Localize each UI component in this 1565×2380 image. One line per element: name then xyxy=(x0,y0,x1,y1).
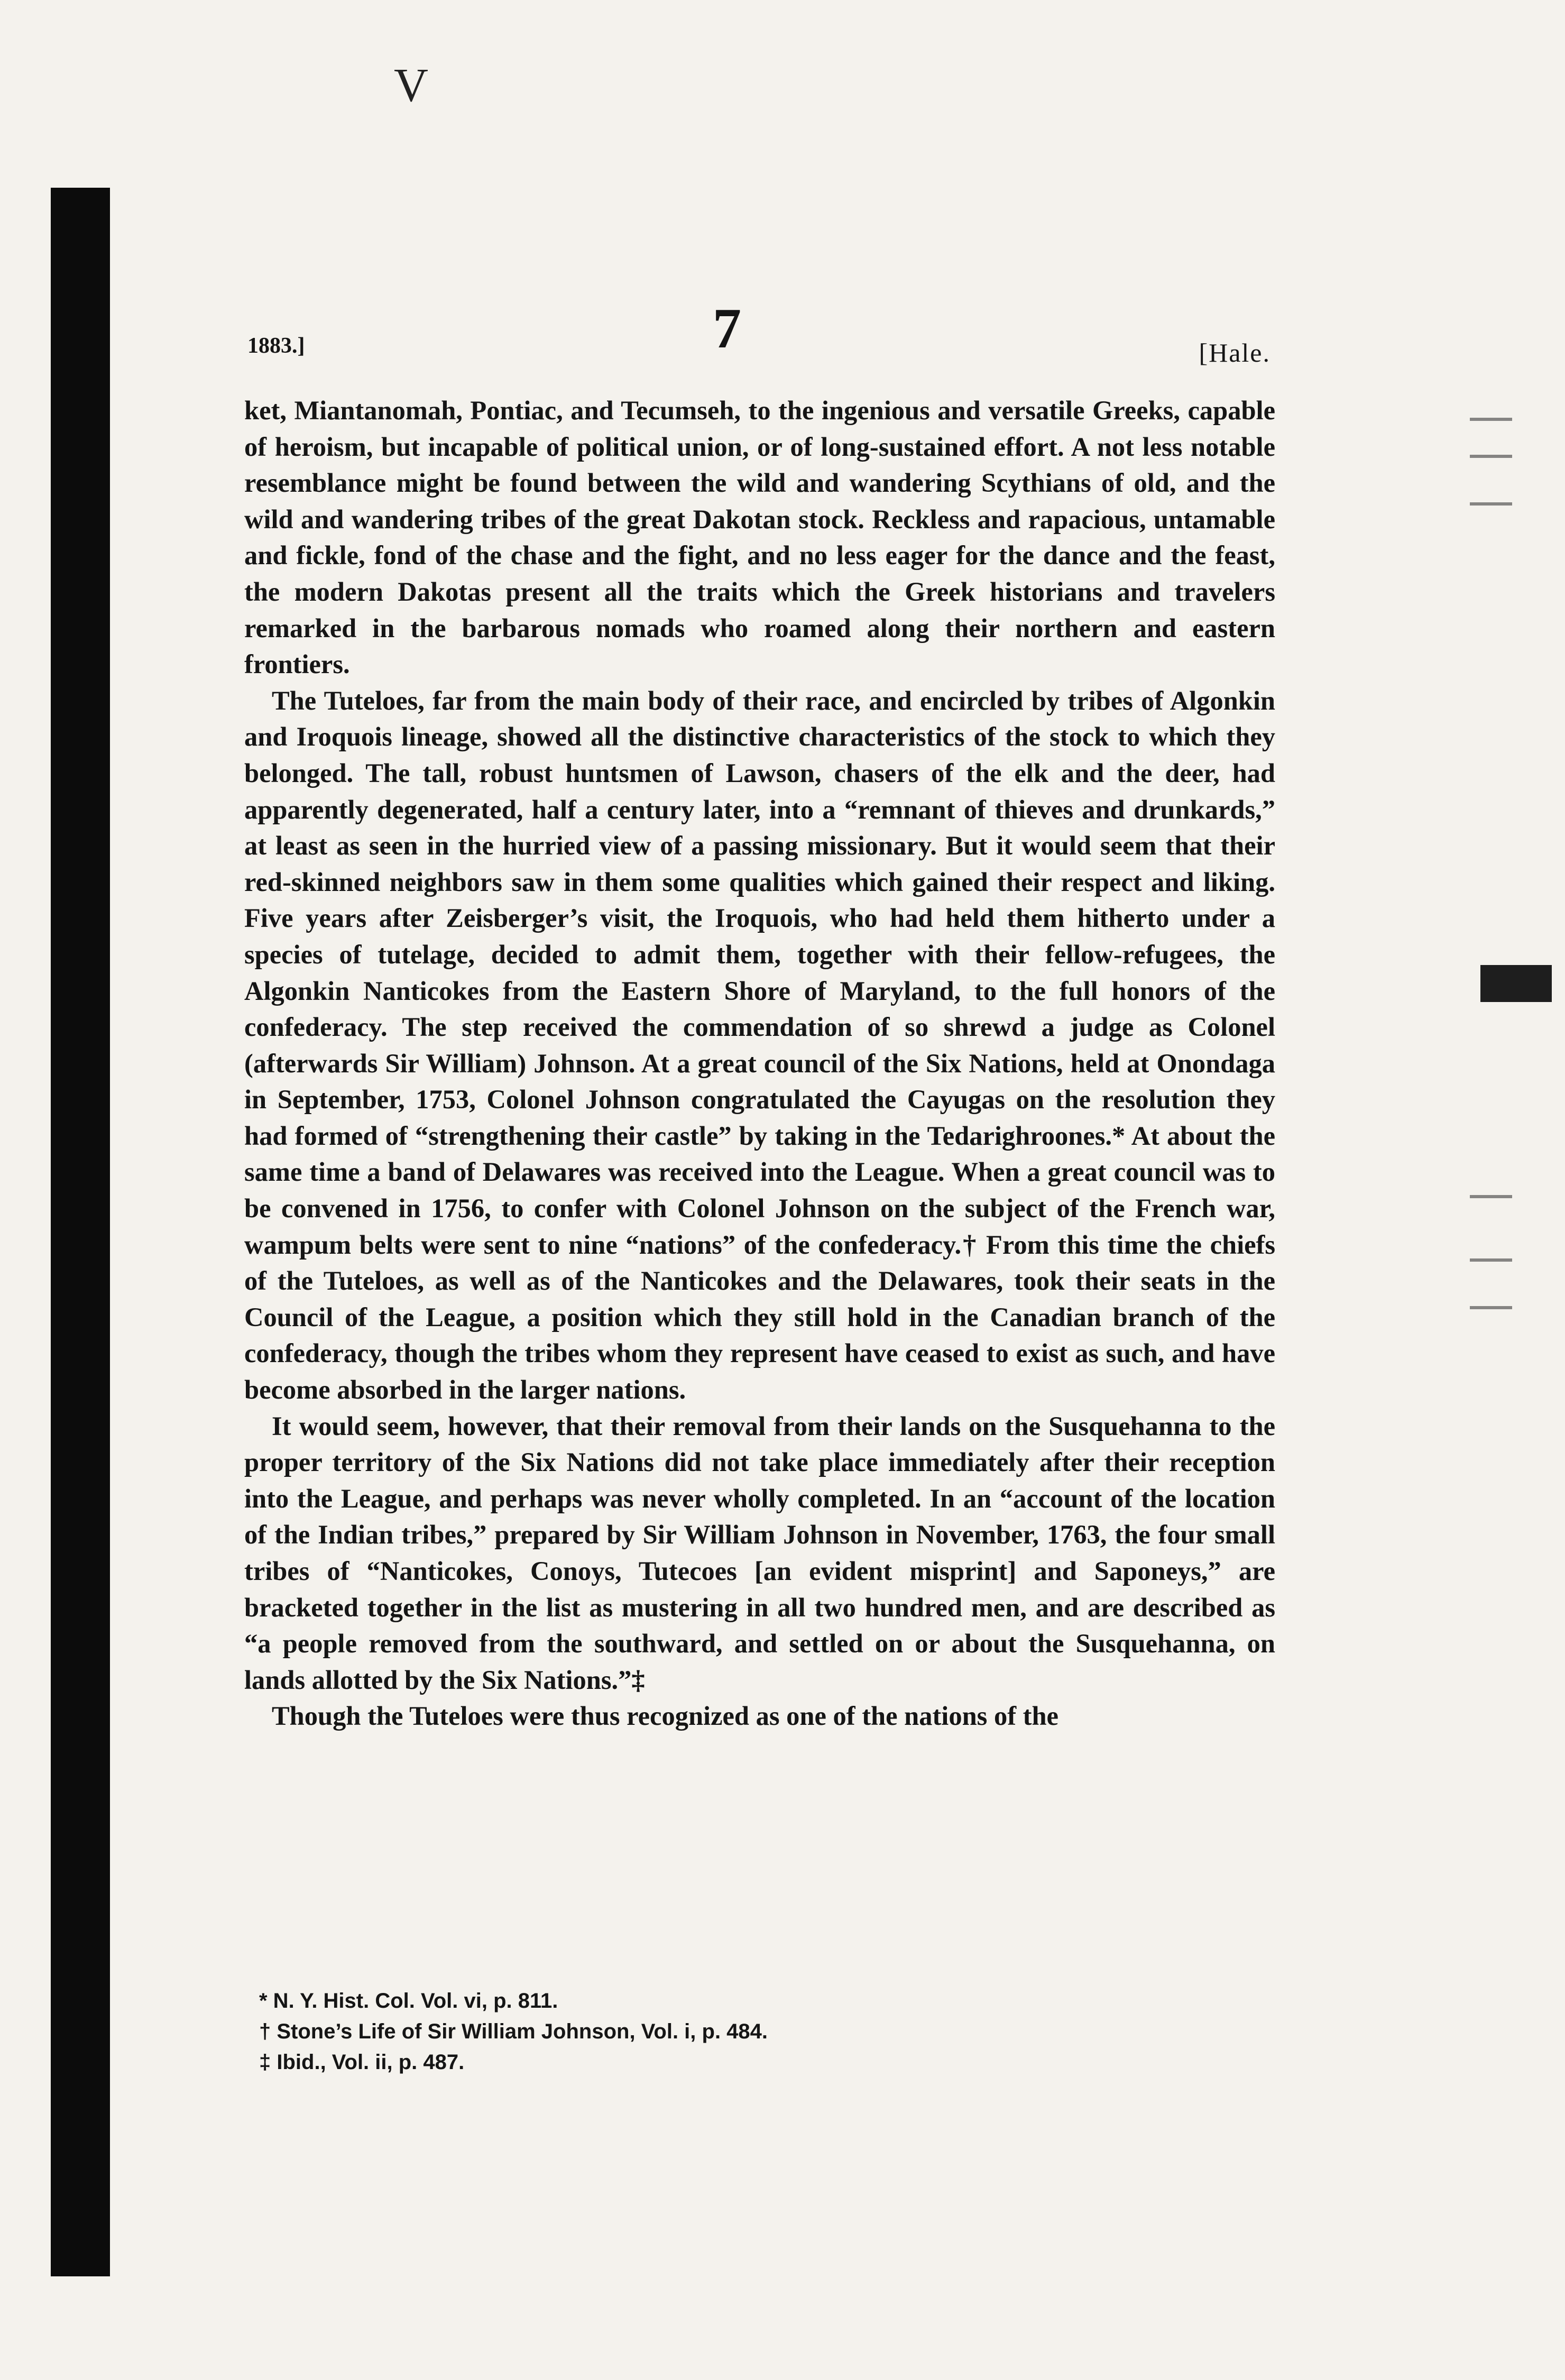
page-number: 7 xyxy=(713,297,741,360)
header-author: [Hale. xyxy=(1199,338,1271,367)
edge-artifact-block xyxy=(1480,965,1552,1002)
edge-artifact xyxy=(1470,1195,1512,1198)
paragraph-2: The Tuteloes, far from the main body of their race, and encircled by tribes of Algonkin and Iroquois lineage, showed all the distinctive characteristics of the stock to which they belonged. The tall, robust huntsmen of Lawson, chasers of the elk and the deer, had apparently degenerated, half a century later, into a “remnant of thieves and drunkards,” at least as seen in the hurried view of a passing missionary. But it would seem that their red-skinned neighbors saw in them some qualities which gained their respect and liking. Five years after Zeisberger’s visit, the Iroquois, who had held them hitherto under a species of tutelage, decided to admit them, together with their fellow-refugees, the Algonkin Nanticokes from the Eastern Shore of Maryland, to the full honors of the confederacy. The step received the commendation of so shrewd a judge as Colonel (afterwards Sir William) Johnson. At a great council of the Six Nations, held at Onondaga in September, 1753, Colonel Johnson congratulated the Cayugas on the resolution they had formed of “strengthening their castle” by taking in the Tedarighroones.* At about the same time a band of Delawares was received into the League. When a great council was to be convened in 1756, to confer with Colonel Johnson on the subject of the French war, wampum belts were sent to nine “nations” of the confederacy.† From this time the chiefs of the Tuteloes, as well as of the Nanticokes and the Delawares, took their seats in the Council of the League, a position which they still hold in the Canadian branch of the confederacy, though the tribes whom they represent have ceased to exist as such, and have become absorbed in the larger nations. xyxy=(244,685,1275,1405)
paragraph-3: It would seem, however, that their removal from their lands on the Susquehanna to the proper territory of the Six Nations did not take place immediately after their reception into the League, and perhaps was never wholly completed. In an “account of the location of the Indian tribes,” prepared by Sir William Johnson in November, 1763, the four small tribes of “Nanticokes, Conoys, Tutecoes [an evident misprint] and Saponeys,” are bracketed together in the list as mustering in all two hundred men, and are described as “a people removed from the southward, and settled on or about the Susquehanna, on lands allotted by the Six Nations.”‡ xyxy=(244,1411,1275,1695)
edge-artifact xyxy=(1470,1306,1512,1309)
binding-shadow xyxy=(51,188,110,2276)
paragraph-4: Though the Tuteloes were thus recognized as one of the nations of the xyxy=(272,1701,1058,1731)
edge-artifact xyxy=(1470,455,1512,458)
paragraph-1: ket, Miantanomah, Pontiac, and Tecumseh, to the ingenious and versatile Greeks, capable of heroism, but incapable of political union, or of long-sustained effort. A not less notable resemblance might be found between the wild and wandering Scythians of old, and the wild and wandering tribes of the great Dakotan stock. Reckless and rapacious, untamable and fickle, fond of the chase and the fight, and no less eager for the dance and the feast, the modern Dakotas present all the traits which the Greek historians and travelers remarked in the barbarous nomads who roamed along their northern and eastern frontiers. xyxy=(244,396,1275,679)
scan-mark: V xyxy=(394,59,428,112)
footnotes xyxy=(259,1986,1052,2078)
edge-artifact xyxy=(1470,1258,1512,1262)
header-year: 1883.] xyxy=(247,334,305,358)
body-text xyxy=(244,392,1275,1734)
running-header xyxy=(247,296,1271,375)
edge-artifact xyxy=(1470,418,1512,421)
footnote-1: * N. Y. Hist. Col. Vol. vi, p. 811. xyxy=(259,1989,558,2013)
footnote-3: ‡ Ibid., Vol. ii, p. 487. xyxy=(259,2051,465,2074)
footnote-2: † Stone’s Life of Sir William Johnson, Vol. i, p. 484. xyxy=(259,2020,768,2043)
edge-artifact xyxy=(1470,502,1512,506)
